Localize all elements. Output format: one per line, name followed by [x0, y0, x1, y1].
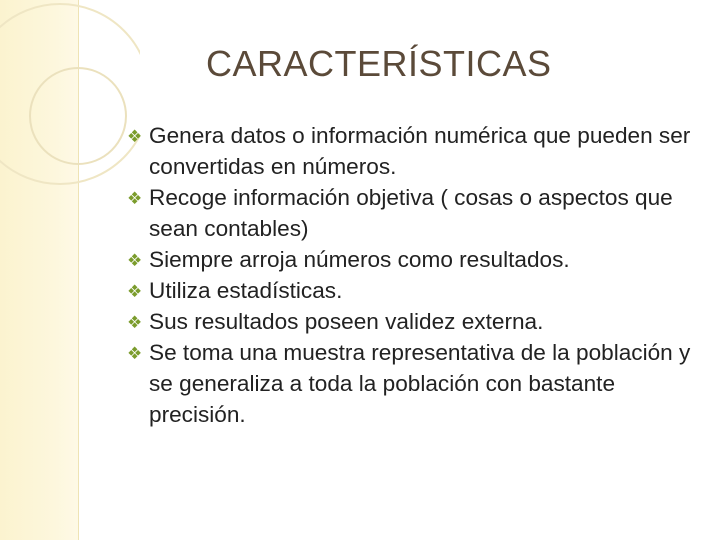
bullet-text: Genera datos o información numérica que pueden ser convertidas en números.	[149, 123, 691, 179]
bullet-item	[127, 244, 697, 275]
bullet-text: Sus resultados poseen validez externa.	[149, 309, 544, 334]
bullet-item	[127, 306, 697, 337]
bullet-text: Se toma una muestra representativa de la población y se generaliza a toda la población con bastante precisión.	[149, 340, 691, 427]
bullet-text: Recoge información objetiva ( cosas o aspectos que sean contables)	[149, 185, 673, 241]
vine-diamond-bullet-icon: ❖	[127, 251, 143, 270]
left-decorative-band	[0, 0, 79, 540]
vine-diamond-bullet-icon: ❖	[127, 313, 143, 332]
vine-diamond-bullet-icon: ❖	[127, 127, 143, 146]
vine-diamond-bullet-icon: ❖	[127, 189, 143, 208]
bullet-text: Utiliza estadísticas.	[149, 278, 343, 303]
slide-title: CARACTERÍSTICAS	[206, 43, 552, 84]
bullet-item	[127, 337, 697, 430]
vine-diamond-bullet-icon: ❖	[127, 344, 143, 363]
bullet-item	[127, 182, 697, 244]
bullet-item	[127, 120, 697, 182]
bullet-item	[127, 275, 697, 306]
vine-diamond-bullet-icon: ❖	[127, 282, 143, 301]
bullet-list	[127, 120, 697, 430]
bullet-text: Siempre arroja números como resultados.	[149, 247, 570, 272]
